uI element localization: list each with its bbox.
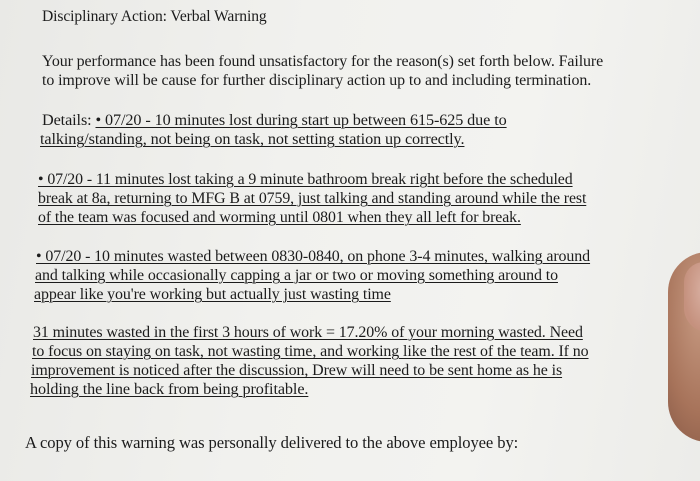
detail-item-text: of the team was focused and worming until 0801 when they all left for break. [38, 208, 521, 226]
detail-item-text: break at 8a, returning to MFG B at 0759, just talking and standing around while the rest [38, 189, 587, 207]
detail-item-text: appear like you're working but actually just wasting time [34, 285, 391, 303]
summary-line: improvement is noticed after the discussion, Drew will need to be sent home as he is [31, 361, 563, 379]
summary-line: to focus on staying on task, not wasting time, and working like the rest of the team. If no [32, 342, 589, 360]
detail-item-text: talking/standing, not being on task, not setting station up correctly. [40, 130, 465, 148]
intro-line: to improve will be cause for further disciplinary action up to and including termination. [42, 71, 592, 89]
delivery-statement: A copy of this warning was personally delivered to the above employee by: [25, 433, 519, 452]
detail-item-text: • 07/20 - 11 minutes lost taking a 9 minute bathroom break right before the scheduled [38, 170, 573, 188]
document-title: Disciplinary Action: Verbal Warning [42, 8, 267, 25]
detail-item-text: • 07/20 - 10 minutes lost during start up between 615-625 due to [95, 111, 507, 129]
summary-line: holding the line back from being profitable. [30, 380, 309, 398]
detail-item-text: • 07/20 - 10 minutes wasted between 0830-0840, on phone 3-4 minutes, walking around [36, 247, 591, 265]
details-label: Details: [42, 111, 96, 129]
detail-item-text: and talking while occasionally capping a jar or two or moving something around to [35, 266, 558, 284]
intro-line: Your performance has been found unsatisfactory for the reason(s) set forth below. Failure [42, 52, 604, 70]
summary-line: 31 minutes wasted in the first 3 hours of work = 17.20% of your morning wasted. Need [33, 323, 583, 341]
details-line [42, 111, 507, 130]
